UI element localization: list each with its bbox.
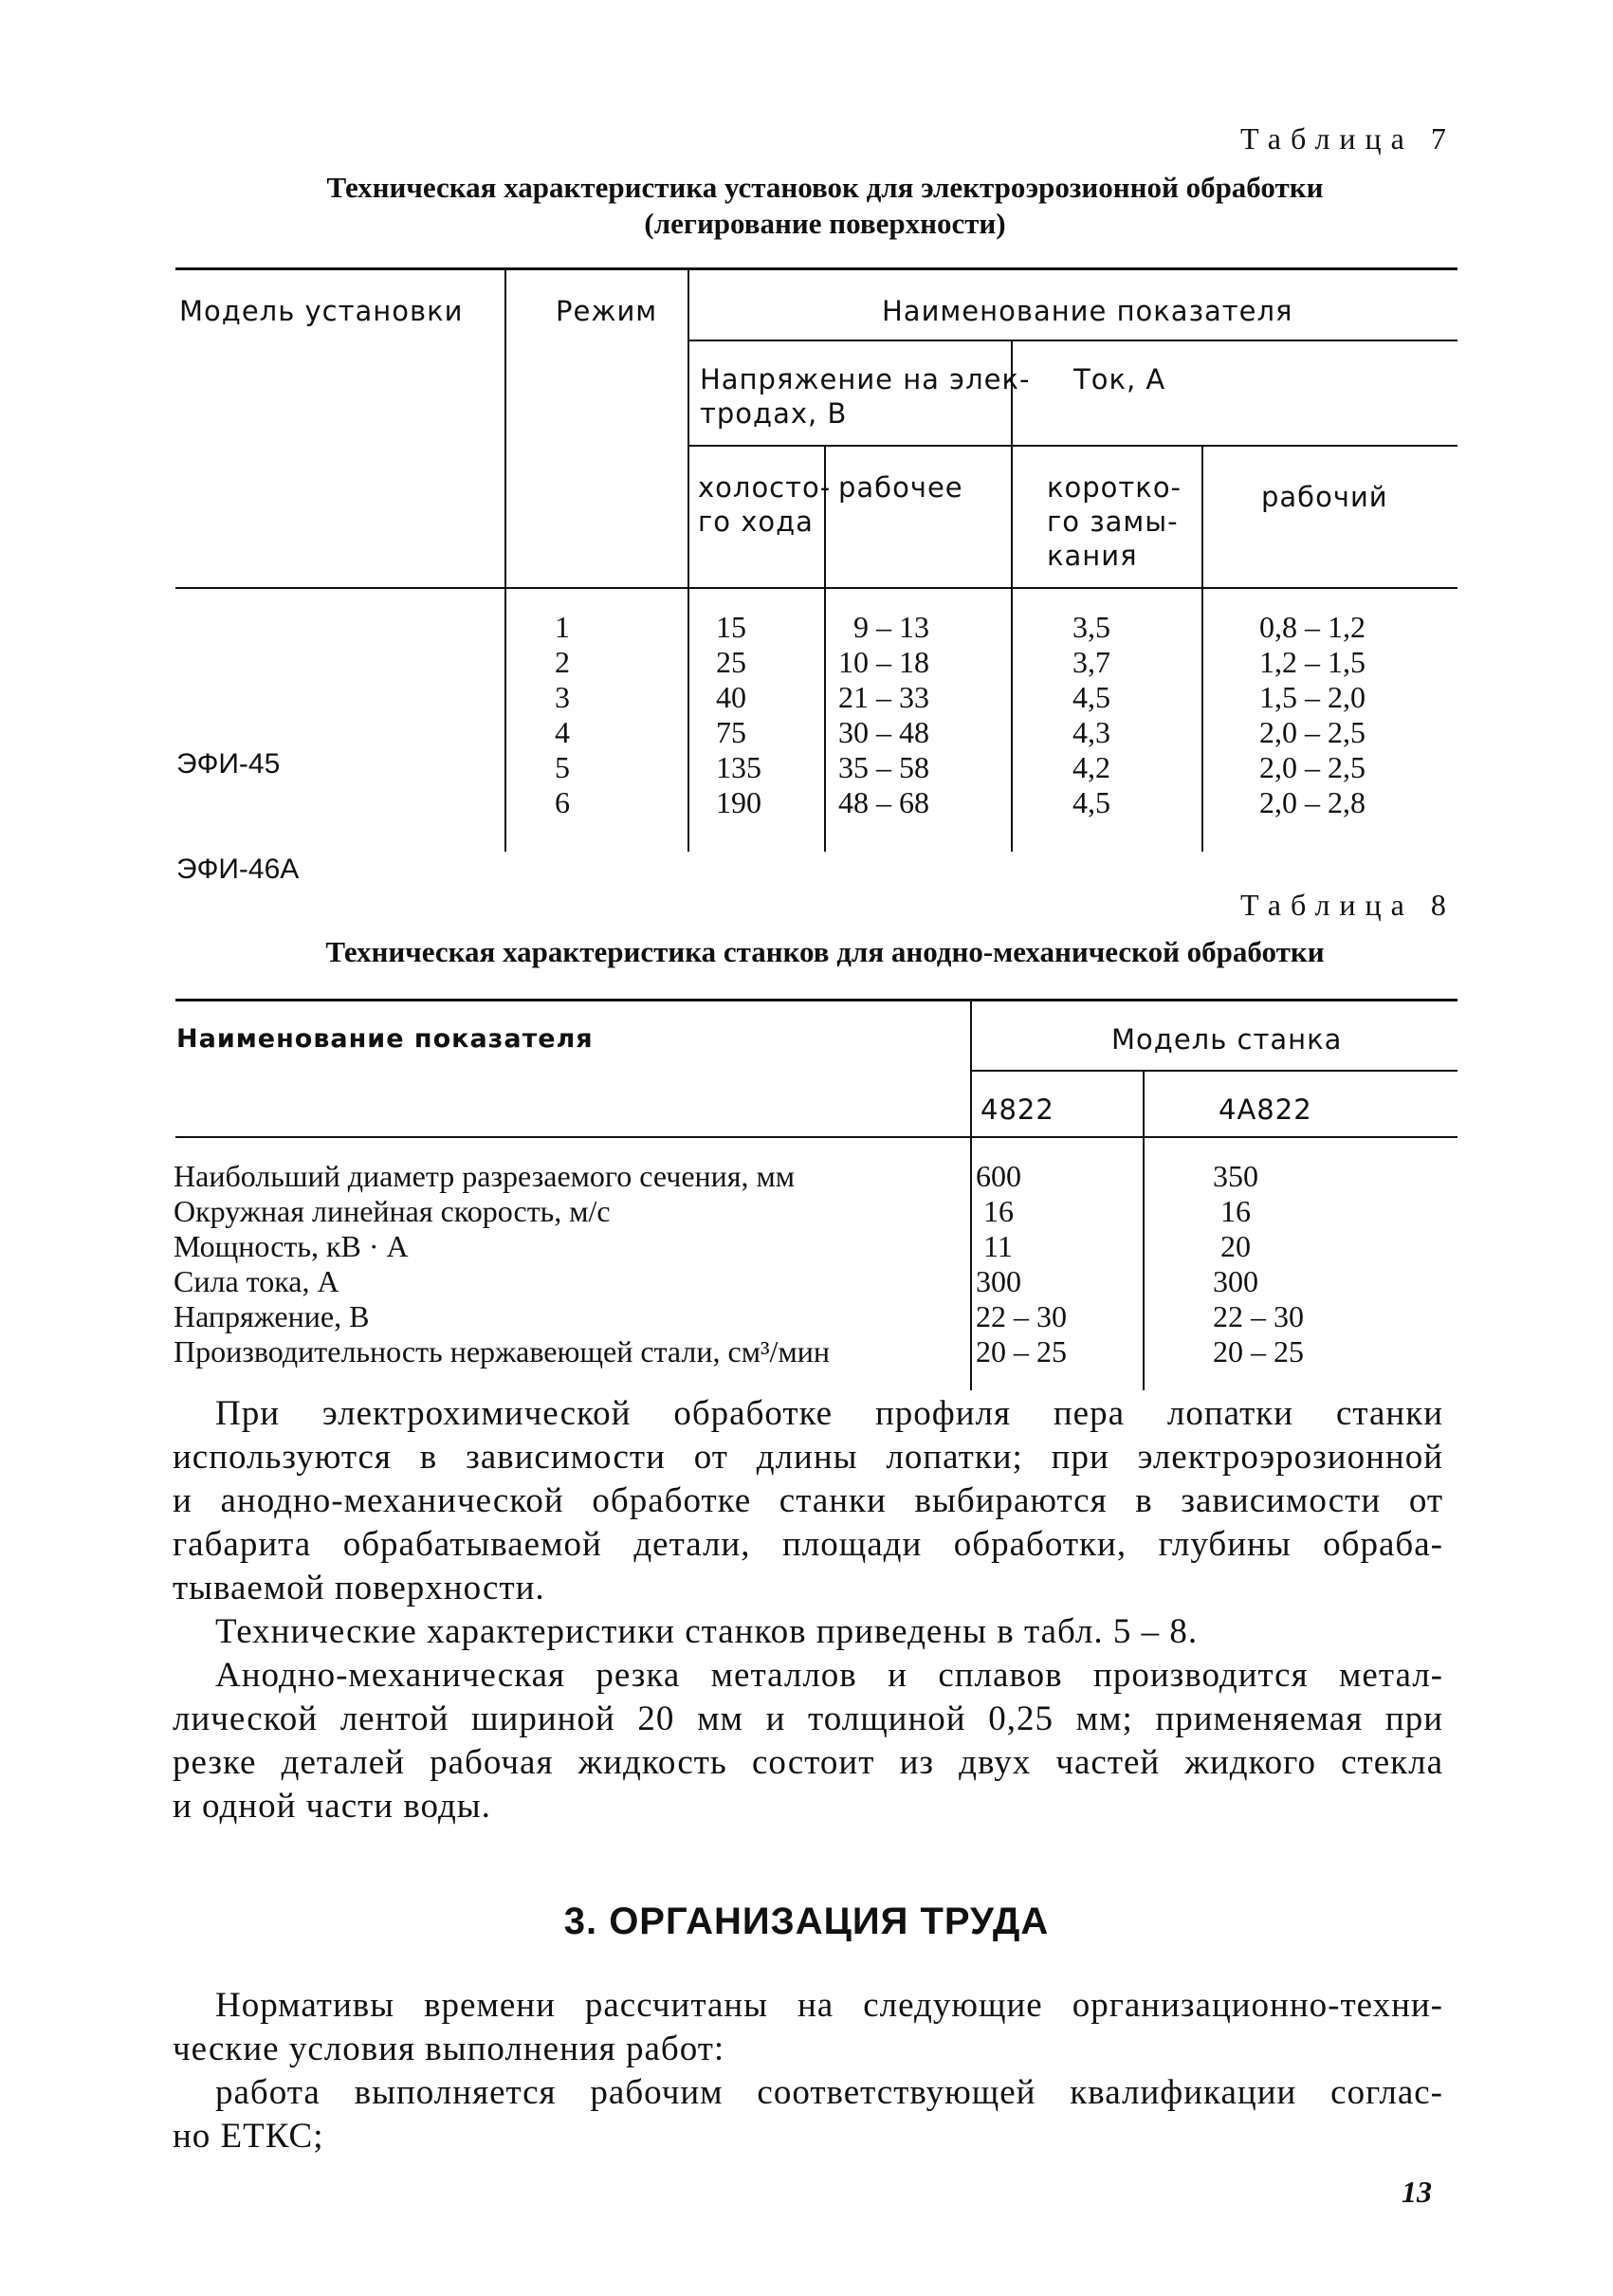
table7-subtitle: (легирование поверхности) — [644, 207, 1006, 240]
table8-row-name: Мощность, кВ · А — [174, 1229, 409, 1263]
table8-row-value-4822: 16 — [976, 1194, 1014, 1228]
paragraph-line: ческие условия выполнения работ: — [173, 2030, 725, 2068]
paragraph-line: и одной части воды. — [173, 1787, 491, 1826]
paragraph-3 — [173, 1654, 1443, 1828]
table7-models — [176, 676, 299, 922]
table8-header-model-4822: 4822 — [981, 1093, 1054, 1126]
paragraph-5 — [173, 2071, 1443, 2158]
table8-label: Таблица 8 — [1240, 888, 1456, 922]
table8-row-value-4a822: 22 – 30 — [1213, 1299, 1304, 1333]
table7-header-working-current: рабочий — [1261, 481, 1388, 513]
table7-vline-2 — [687, 267, 689, 852]
table7-header-rule — [175, 587, 1457, 589]
table8-row-value-4822: 300 — [976, 1264, 1021, 1298]
paragraph-line: резке деталей рабочая жидкость состоит из двух частей жидкого стекла — [173, 1743, 1443, 1782]
paragraph-line: габарита обрабатываемой детали, площади обработки, глубины обраба- — [173, 1525, 1443, 1564]
table7-hline-sub — [689, 445, 1457, 447]
section-heading: 3. ОРГАНИЗАЦИЯ ТРУДА — [563, 1901, 1050, 1942]
table7-vline-1 — [504, 267, 506, 852]
table8-row-value-4822: 22 – 30 — [976, 1299, 1067, 1333]
table7-header-working-voltage: рабочее — [838, 471, 963, 504]
table8-row-name: Сила тока, А — [174, 1264, 339, 1298]
paragraph-2 — [215, 1610, 1448, 1654]
table-row — [174, 1334, 1463, 1369]
table8-header-indicator: Наименование показателя — [176, 1024, 594, 1054]
table8-header-model-4a822: 4А822 — [1219, 1093, 1312, 1126]
table7-short-circuit-column: 3,5 3,7 4,5 4,3 4,2 4,5 — [1072, 610, 1110, 819]
table7-model-1: ЭФИ-45 — [176, 748, 281, 780]
table8-body — [174, 1159, 1463, 1369]
table8-hline-model — [972, 1070, 1457, 1072]
table7-header-voltage — [700, 362, 1030, 431]
page-number: 13 — [1402, 2175, 1432, 2209]
paragraph-4 — [173, 1984, 1443, 2071]
table7-header-short-l3: кания — [1047, 540, 1138, 572]
table7-header-voltage-l2: тродах, В — [700, 397, 848, 430]
table7-header-idle — [698, 470, 831, 539]
table7-header-voltage-l1: Напряжение на элек- — [700, 363, 1031, 395]
table8-row-name: Напряжение, В — [174, 1299, 370, 1333]
table7-header-indicator: Наименование показателя — [882, 295, 1293, 327]
table-row — [174, 1229, 1463, 1264]
table-row — [174, 1299, 1463, 1334]
table7-header-short-circuit — [1047, 470, 1182, 573]
table8-row-value-4822: 20 – 25 — [976, 1334, 1067, 1368]
paragraph-line: тываемой поверхности. — [173, 1569, 545, 1607]
table8-row-name: Производительность нержавеющей стали, см³/мин — [174, 1334, 830, 1368]
table7-header-current: Ток, А — [1073, 363, 1166, 395]
paragraph-line: При электрохимической обработке профиля пера лопатки станки — [215, 1394, 1443, 1433]
paragraph-line: Нормативы времени рассчитаны на следующие организационно-техни- — [215, 1986, 1443, 2025]
paragraph-line: работа выполняется рабочим соответствующей квалификации соглас- — [215, 2073, 1443, 2112]
table8-row-value-4a822: 20 – 25 — [1213, 1334, 1304, 1368]
paragraph-line: Технические характеристики станков приведены в табл. 5 – 8. — [215, 1612, 1199, 1651]
table7-model-2: ЭФИ-46А — [176, 854, 300, 885]
table8-row-value-4a822: 16 — [1213, 1194, 1251, 1228]
paragraph-line: но ЕТКС; — [173, 2117, 324, 2156]
table7-header-short-l2: го замы- — [1047, 505, 1179, 538]
table-row — [174, 1159, 1463, 1194]
table8-row-name: Окружная линейная скорость, м/с — [174, 1194, 611, 1228]
table7-header-model: Модель установки — [179, 295, 464, 327]
table8-row-name: Наибольший диаметр разрезаемого сечения, мм — [174, 1159, 796, 1193]
table8-row-value-4a822: 300 — [1213, 1264, 1258, 1298]
table-row — [174, 1194, 1463, 1229]
table7-header-idle-l1: холосто- — [698, 471, 832, 504]
table8-row-value-4822: 600 — [976, 1159, 1021, 1193]
table8-row-value-4a822: 20 — [1213, 1229, 1251, 1263]
table7-header-mode: Режим — [556, 295, 658, 327]
table7-label: Таблица 7 — [1240, 121, 1456, 156]
table8-title: Техническая характеристика станков для анодно-механической обработки — [325, 935, 1325, 968]
table8-header-model: Модель станка — [1111, 1023, 1343, 1056]
table8-row-value-4822: 11 — [976, 1229, 1013, 1263]
table7-vline-5 — [1201, 445, 1203, 852]
table7-title: Техническая характеристика установок для электроэрозионной обработки — [326, 171, 1324, 204]
table8-header-rule — [175, 1136, 1457, 1138]
paragraph-line: и анодно-механической обработке станки выбираются в зависимости от — [173, 1481, 1443, 1520]
table-row — [174, 1264, 1463, 1299]
table7-working-voltage-column: 9 – 13 10 – 18 21 – 33 30 – 48 35 – 58 48 – 68 — [838, 610, 929, 819]
table8-top-rule — [175, 999, 1457, 1001]
paragraph-line: Анодно-механическая резка металлов и сплавов производится метал- — [215, 1656, 1443, 1695]
table7-header-idle-l2: го хода — [698, 505, 814, 538]
paragraph-line: лической лентой шириной 20 мм и толщиной 0,25 мм; применяемая при — [173, 1699, 1443, 1738]
table7-idle-column: 15 25 40 75 135 190 — [716, 610, 761, 819]
table7-header-short-l1: коротко- — [1047, 471, 1182, 504]
table7-modes-column: 1 2 3 4 5 6 — [555, 610, 570, 819]
table7-top-rule — [175, 267, 1457, 270]
table8-row-value-4a822: 350 — [1213, 1159, 1258, 1193]
table7-hline-indicator — [689, 340, 1457, 341]
paragraph-1 — [173, 1392, 1443, 1610]
paragraph-line: используются в зависимости от длины лопатки; при электроэрозионной — [173, 1438, 1443, 1477]
table7-working-current-column: 0,8 – 1,2 1,2 – 1,5 1,5 – 2,0 2,0 – 2,5 2,0 – 2,5 2,0 – 2,8 — [1259, 610, 1366, 819]
